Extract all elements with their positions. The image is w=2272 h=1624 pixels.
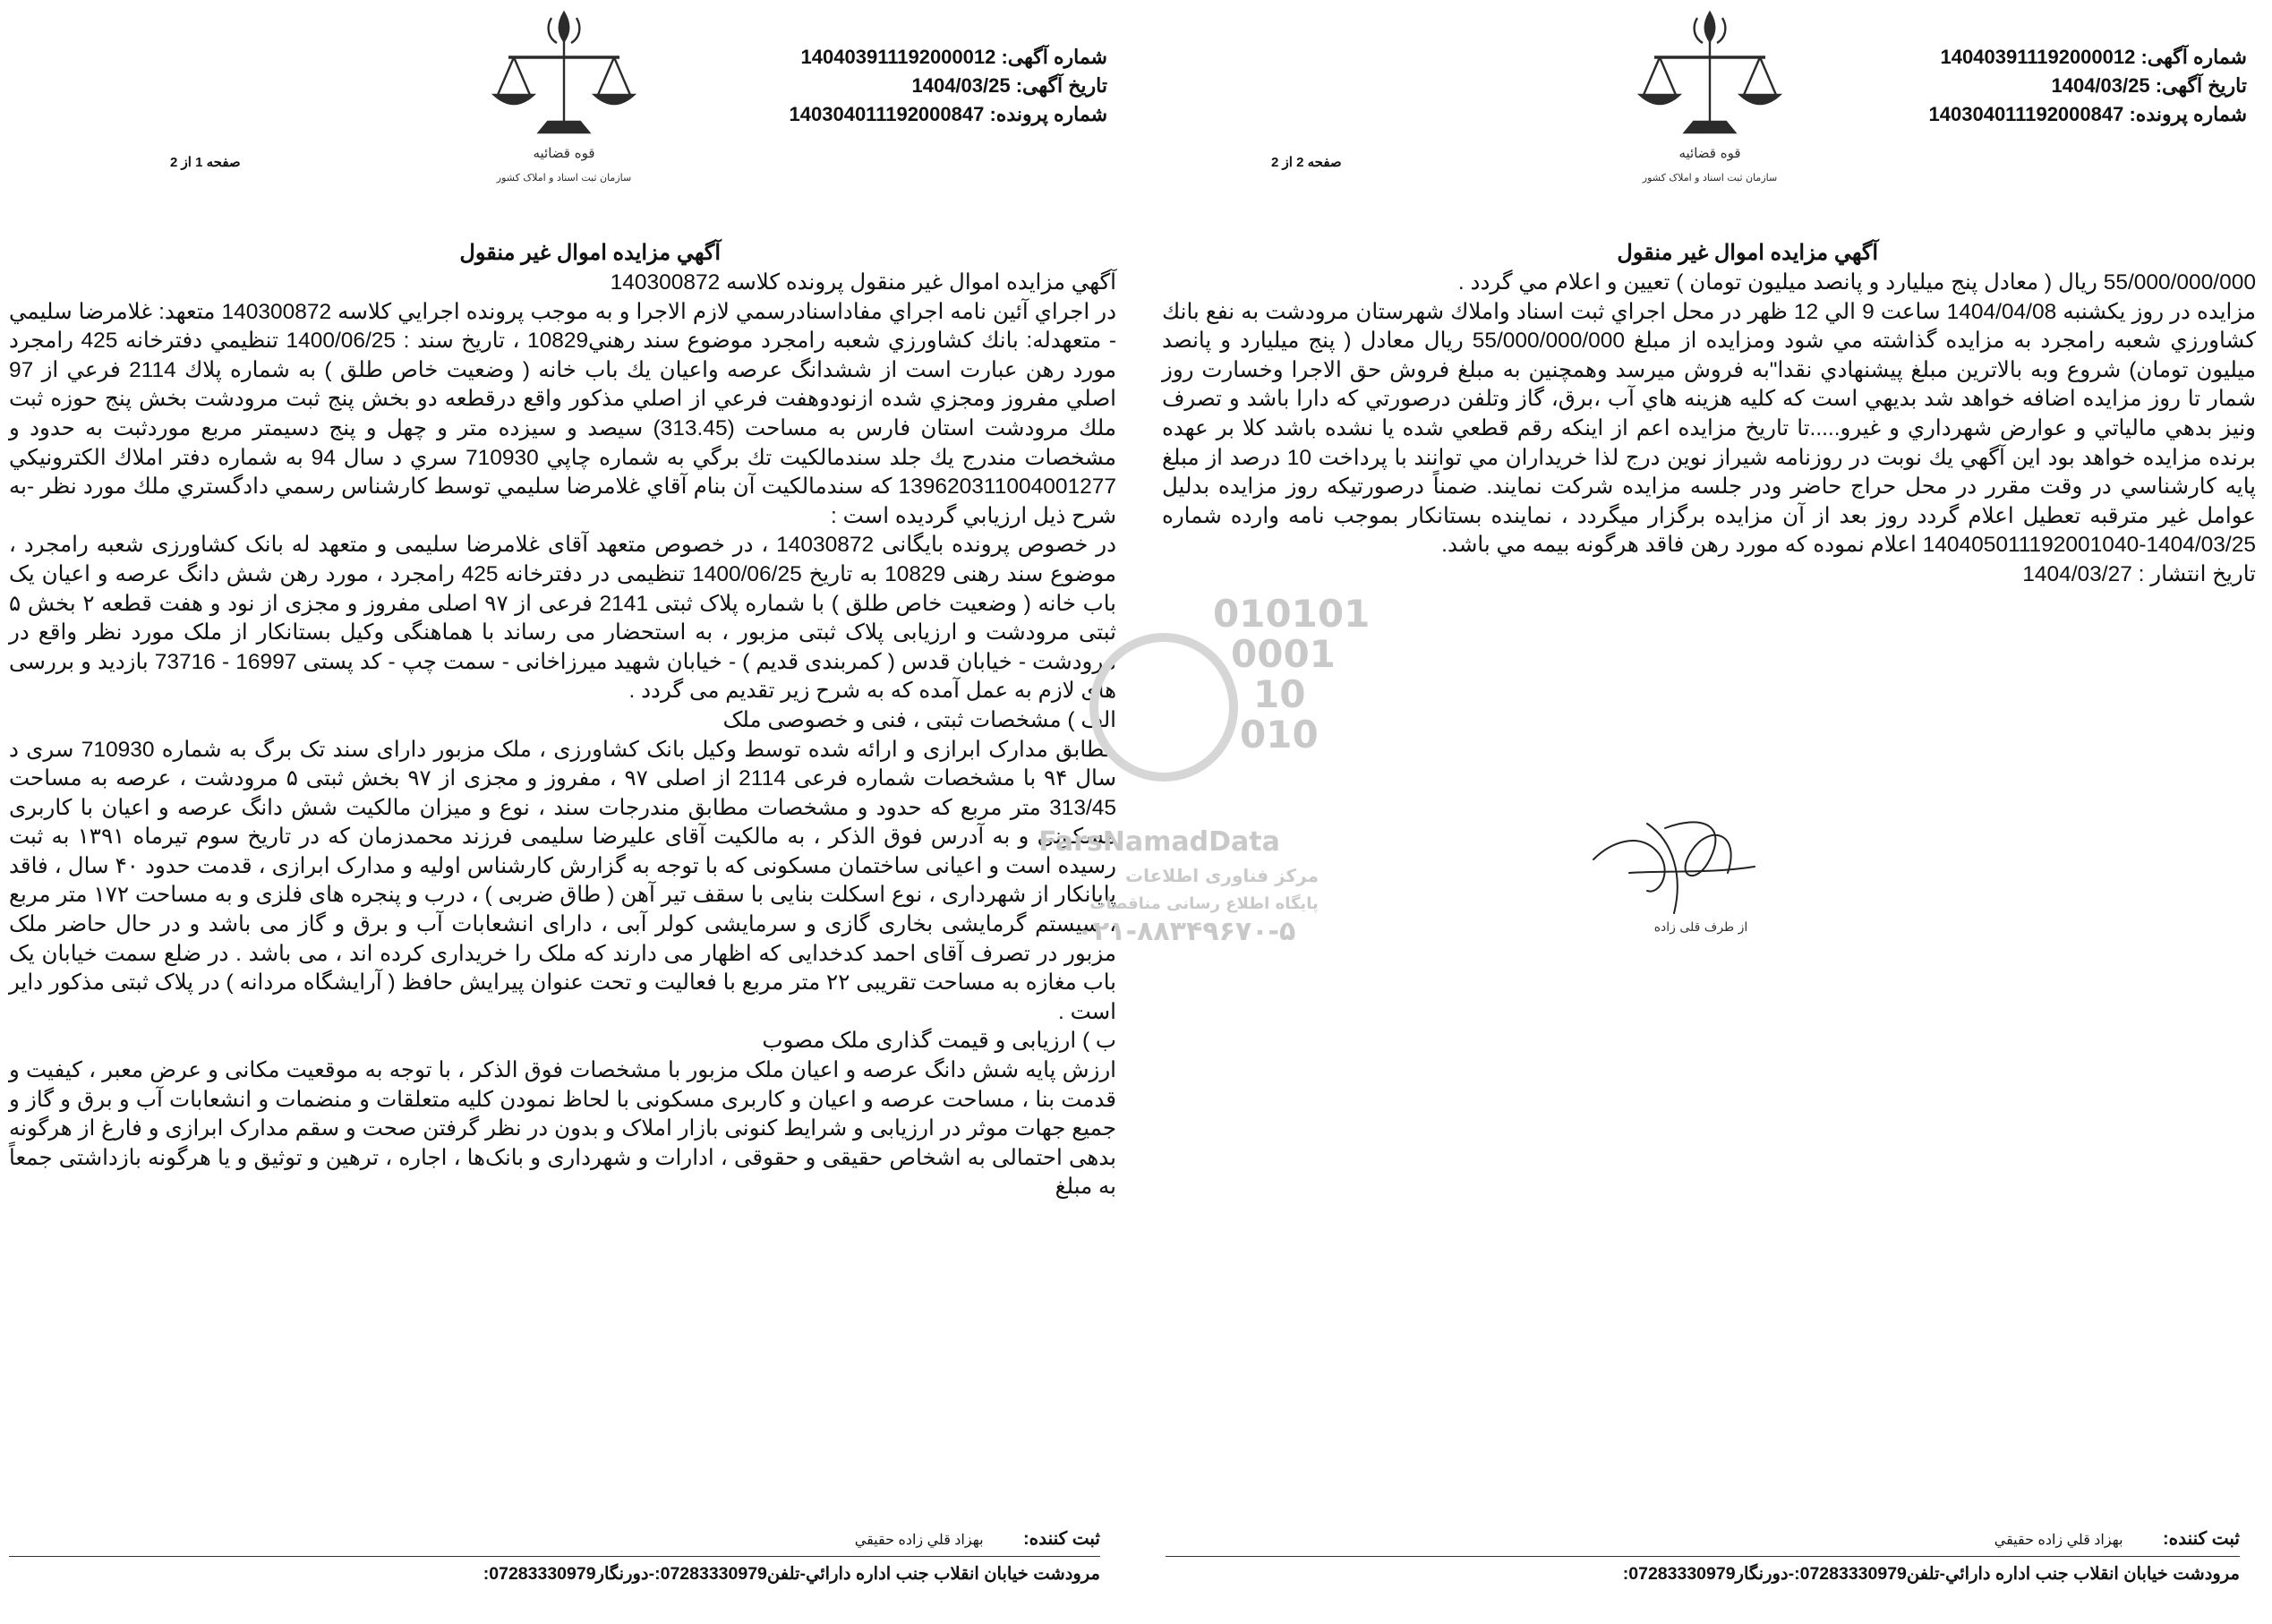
svg-text:سازمان ثبت اسناد و املاک کشور: سازمان ثبت اسناد و املاک کشور — [1642, 172, 1778, 184]
page-number: صفحه 1 از 2 — [170, 155, 241, 170]
svg-text:مرکز فناوری اطلاعات: مرکز فناوری اطلاعات — [1124, 865, 1320, 886]
notice-date-label: تاریخ آگهی: — [2155, 74, 2247, 97]
svg-text:۰۲۱-۸۸۳۴۹۶۷۰-۵: ۰۲۱-۸۸۳۴۹۶۷۰-۵ — [1076, 916, 1296, 947]
svg-text:سازمان ثبت اسناد و املاک کشور: سازمان ثبت اسناد و املاک کشور — [496, 172, 632, 184]
notice-date: 1404/03/25 — [2051, 74, 2150, 97]
body-paragraph: در اجراي آئين نامه اجراي مفاداسنادرسمي لازم الاجرا و به موجب پرونده اجرايي كلاسه 140300872 متعهد: غلامرضا سليمي - متعهدله: بانك كشاورزي شعبه رامجرد موضوع سند رهني10829 ، تاريخ سند : 1400/06/25 تنظيمي دفترخانه 425 رامجرد مورد رهن عبارت است از ششدانگ عرصه واعيان يك باب خانه ( وضعيت خاص طلق ) به شماره پلاك 2114 فرعي از 97 اصلي مفروز ومجزي شده ازنودوهفت فرعي از اصلي مذكور واقع درقطعه دو بخش پنج ثبت مرودشت بخش پنج حوزه ثبت ملك مرودشت استان فارس به مساحت (313.45) سيصد و سيزده متر و چهل و پنج دسيمتر مربع موردثبت به حدود و مشخصات مندرج يك جلد سندمالكيت تك برگي به شماره چاپي 710930 سري د سال 94 به شماره دفتر املاك الكترونيكي 139620311004001277 كه سندمالكيت آن بنام آقاي غلامرضا سليمي توسط كارشناس رسمي دادگستري ملك مورد نظر -به شرح ذيل ارزيابي گرديده است : — [9, 299, 1117, 528]
page-number: صفحه 2 از 2 — [1271, 155, 1342, 170]
office-address: مرودشت خيابان انقلاب جنب اداره دارائي-تلفن07283330979:-دورنگار07283330979: — [483, 1564, 1100, 1584]
footer-divider — [9, 1556, 1100, 1557]
body-paragraph: ارزش پایه شش دانگ عرصه و اعیان ملک مزبور با مشخصات فوق الذکر ، با توجه به موقعیت مکانی و عرض معبر ، کیفیت و قدمت بنا ، مساحت عرصه و اعیان و کاربری مسکونی با لحاظ نمودن کلیه متعلقات و منضمات و انشعابات آب و برق و گاز و جمیع جهات موثر در ارزیابی و شرایط کنونی بازار املاک و بدون در نظر گرفتن صحت و سقم مدارک ابرازی و فارغ از هرگونه بدهی احتمالی به اشخاص حقیقی و حقوقی ، ادارات و شهرداری و بانک‌ها ، اجاره ، ترهین و توثیق و یا هرگونه بازداشتی جمعاً به مبلغ — [9, 1058, 1116, 1200]
registrar — [1994, 1527, 2240, 1550]
notice-body — [1162, 269, 2256, 590]
svg-text:FarsNamadData: FarsNamadData — [1038, 826, 1280, 858]
svg-text:010101: 010101 — [1213, 592, 1371, 636]
registrar-name: بهزاد قلي زاده حقيقي — [854, 1533, 984, 1548]
case-number-label: شماره پرونده: — [989, 103, 1107, 125]
notice-title: آگهي مزايده اموال غير منقول — [1617, 241, 1878, 265]
svg-text:010: 010 — [1240, 713, 1319, 756]
registrar-label: ثبت کننده: — [1022, 1529, 1100, 1549]
notice-date-row — [1929, 72, 2247, 100]
notice-number-label: شماره آگهی: — [1001, 46, 1107, 68]
office-address: مرودشت خيابان انقلاب جنب اداره دارائي-تلفن07283330979:-دورنگار07283330979: — [1622, 1564, 2240, 1584]
body-paragraph: آگهي مزايده اموال غير منقول پرونده كلاسه 140300872 — [610, 270, 1116, 295]
case-number-row — [790, 100, 1107, 129]
svg-text:0001: 0001 — [1231, 632, 1336, 676]
notice-date-label: تاریخ آگهی: — [1015, 74, 1107, 97]
case-number: 140304011192000847 — [1928, 103, 2124, 125]
body-paragraph: 55/000/000/000 ريال ( معادل پنج ميليارد و پانصد ميليون تومان ) تعيين و اعلام مي گردد . — [1457, 270, 2256, 295]
publication-date: تاريخ انتشار : 1404/03/27 — [2022, 561, 2256, 586]
signature-stamp — [1576, 788, 1781, 940]
svg-text:10: 10 — [1253, 672, 1306, 716]
notice-number: 140403911192000012 — [1940, 46, 2136, 68]
svg-text:پایگاه اطلاع رسانی مناقصات: پایگاه اطلاع رسانی مناقصات — [1089, 894, 1319, 913]
section-heading-a: الف ) مشخصات ثبتی ، فنی و خصوصی ملک — [722, 707, 1116, 732]
footer-divider — [1166, 1556, 2240, 1557]
registrar-label: ثبت کننده: — [2162, 1529, 2240, 1549]
notice-date: 1404/03/25 — [911, 74, 1011, 97]
judiciary-emblem-logo — [1620, 5, 1799, 193]
svg-text:قوه قضائیه: قوه قضائیه — [533, 145, 595, 161]
notice-number-label: شماره آگهی: — [2140, 46, 2247, 68]
case-number-row — [1929, 100, 2247, 129]
notice-number-row — [790, 43, 1107, 72]
notice-date-row — [790, 72, 1107, 100]
body-paragraph: مزايده در روز يكشنبه 1404/04/08 ساعت 9 الي 12 ظهر در محل اجراي ثبت اسناد واملاك شهرستان مرودشت به نفع بانك كشاورزي شعبه رامجرد به مزايده گذاشته مي شود ومزايده از مبلغ 55/000/000/000 ريال معادل ( پنج ميليارد و پانصد ميليون تومان) شروع وبه بالاترين مبلغ پيشنهادي نقدا"به فروش ميرسد وهمچنين به مبلغ فروش حق الاجرا وخسارت روز شمار تا روز مزايده اضافه خواهد شد بديهي است كه كليه هزينه هاي آب ،برق، گاز وتلفن درصورتي كه دارا باشد و تصرف ونيز بدهي مالياتي و عوارض شهرداري و غيرو.....تا تاريخ مزايده اعم از اينكه رقم قطعي شده يا نشده باشد كلا بر عهده برنده مزايده خواهد بود اين آگهي يك نوبت در روزنامه شيراز نوين درج لذا خريداران مي توانند با پرداخت 10 درصد از مبلغ پايه كارشناسي در وقت مقرر در محل حراج حاضر ودر جلسه مزايده شركت نمايند. ضمناً درصورتيكه روز مزايده بدليل عوامل غير مترقبه تعطيل اعلام گردد روز بعد از آن مزايده برگزار ميگردد ، نماينده بستانكار بموجب نامه وارده شماره 1404/03/25-140405011192001040 اعلام نموده كه مورد رهن فاقد هرگونه بيمه مي باشد. — [1162, 299, 2256, 558]
notice-number-row — [1929, 43, 2247, 72]
svg-text:قوه قضائیه: قوه قضائیه — [1678, 145, 1741, 161]
section-heading-b: ب ) ارزیابی و قیمت گذاری ملک مصوب — [762, 1029, 1116, 1054]
judiciary-emblem-logo — [474, 5, 653, 193]
case-number: 140304011192000847 — [789, 103, 985, 125]
registrar — [855, 1527, 1100, 1550]
notice-meta — [1929, 43, 2247, 129]
notice-title: آگهي مزايده اموال غير منقول — [459, 241, 721, 265]
body-paragraph: مطابق مدارک ابرازی و ارائه شده توسط وکیل بانک کشاورزی ، ملک مزبور دارای سند تک برگ به شماره 710930 سری د سال ۹۴ با مشخصات شماره فرعی 2114 از اصلی ۹۷ ، مفروز و مجزی از ۹۷ بخش ثبتی ۵ مرودشت ، عرصه به مساحت 313/45 متر مربع که حدود و مشخصات مطابق مندرجات سند ، نوع و میزان مالکیت شش دانگ عرصه و اعیان با کاربری مسکونی و به آدرس فوق الذکر ، به مالکیت آقای علیرضا سلیمی فرزند محمدزمان که در تاریخ سوم تیرماه ۱۳۹۱ به ثبت رسیده است و اعیانی ساختمان مسکونی که با توجه به گزارش کارشناس اولیه و مدارک ابرازی ، قدمت حدود ۴۰ سال ، فاقد پایانکار از شهرداری ، نوع اسکلت بنایی با سقف تیر آهن ( طاق ضربی ) ، درب و پنجره های فلزی و به مساحت ۱۷۲ متر مربع ، سیستم گرمایشی بخاری گازی و سرمایشی کولر آبی ، دارای انشعابات آب و برق و گاز می باشد و در حال حاضر ملک مزبور در تصرف آقای احمد کدخدایی که اظهار می دارند که ملک را خریداری کرده اند ، می باشد . در ضلع سمت خیابان یک باب مغازه به مساحت تقریبی ۲۲ متر مربع با فعالیت و تحت عنوان پیرایش حافظ ( آرایشگاه مردانه ) در پلاک ثبتی مذکور دایر است . — [9, 737, 1117, 1024]
notice-body — [9, 269, 1116, 1202]
notice-page-2 — [1155, 0, 2272, 1624]
notice-number: 140403911192000012 — [800, 46, 996, 68]
notice-meta — [790, 43, 1107, 129]
svg-text:از طرف قلی زاده: از طرف قلی زاده — [1653, 920, 1748, 935]
registrar-name: بهزاد قلي زاده حقيقي — [1994, 1533, 2123, 1548]
case-number-label: شماره پرونده: — [2129, 103, 2247, 125]
notice-page-1 — [0, 0, 1132, 1624]
body-paragraph: در خصوص پرونده بایگانی 14030872 ، در خصوص متعهد آقای غلامرضا سلیمی و متعهد له بانک کشاورزی شعبه رامجرد ، موضوع سند رهنی 10829 به تاریخ 1400/06/25 تنظیمی در دفترخانه 425 رامجرد ، مورد رهن شش دانگ عرصه و اعیان یک باب خانه ( وضعیت خاص طلق ) با شماره پلاک ثبتی 2141 فرعی از ۹۷ اصلی مفروز و مجزی از نود و هفت قطعه ۲ بخش ۵ ثبتی مرودشت و ارزیابی پلاک ثبتی مزبور ، به استحضار می رساند با هماهنگی وکیل بستانکار از ملک مورد نظر واقع در مرودشت - خیابان قدس ( کمربندی قدیم ) - خیابان شهید میرزاخانی - سمت چپ - کد پستی 16997 - 73716 بازدید و بررسی های لازم به عمل آمده که به شرح زیر تقدیم می گردد . — [9, 533, 1117, 704]
